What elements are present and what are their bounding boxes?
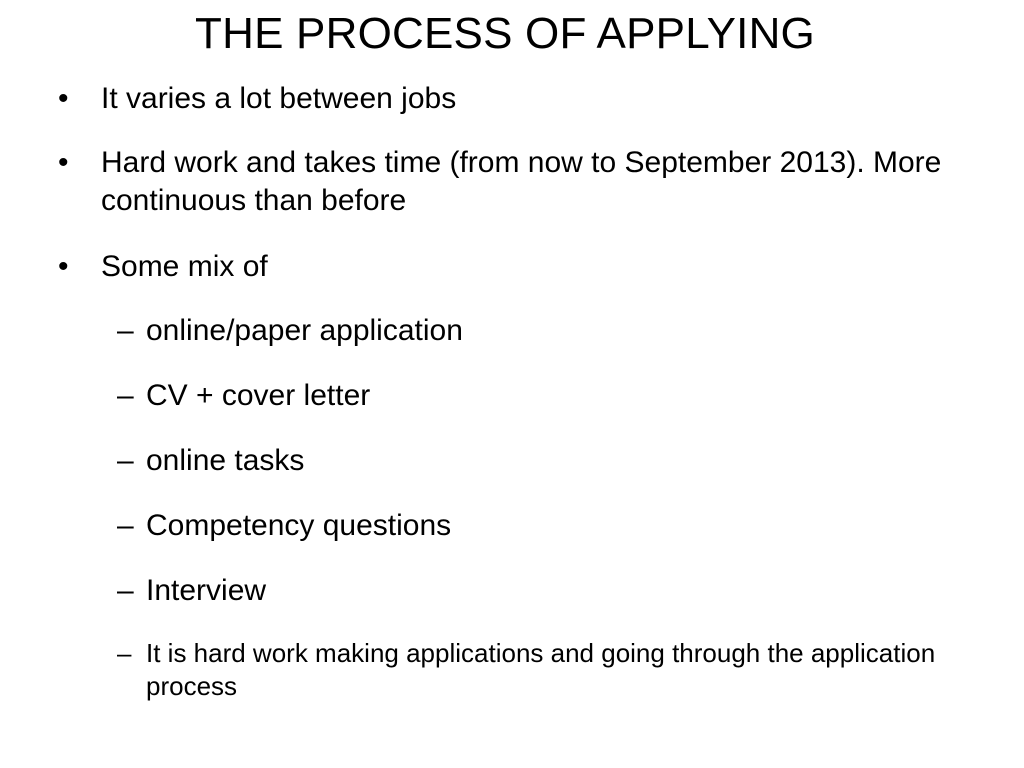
bullet-text: Some mix of bbox=[101, 250, 268, 283]
sub-bullet-item bbox=[117, 442, 997, 480]
sub-bullet-item bbox=[117, 572, 997, 610]
sub-bullet-text: It is hard work making applications and going through the application process bbox=[146, 638, 936, 701]
bullet-marker: • bbox=[58, 250, 69, 283]
sub-bullet-text: CV + cover letter bbox=[146, 379, 371, 412]
bullet-text: Hard work and takes time (from now to September 2013). More continuous than before bbox=[101, 146, 942, 217]
bullet-marker: • bbox=[58, 146, 69, 179]
dash-marker: – bbox=[117, 638, 132, 668]
dash-marker: – bbox=[117, 574, 134, 607]
dash-marker: – bbox=[117, 314, 134, 347]
sub-bullet-text: online tasks bbox=[146, 444, 305, 477]
dash-marker: – bbox=[117, 509, 134, 542]
sub-bullet-item bbox=[117, 377, 997, 415]
sub-bullet-text: online/paper application bbox=[146, 314, 463, 347]
sub-bullet-text: Interview bbox=[146, 574, 267, 607]
slide-title: THE PROCESS OF APPLYING bbox=[195, 9, 815, 58]
dash-marker: – bbox=[117, 444, 134, 477]
bullet-text: It varies a lot between jobs bbox=[101, 82, 457, 115]
sub-bullet-item bbox=[117, 507, 997, 545]
sub-bullet-text: Competency questions bbox=[146, 509, 452, 542]
bullet-marker: • bbox=[58, 82, 69, 115]
bullet-item bbox=[58, 80, 958, 118]
sub-bullet-item bbox=[117, 637, 997, 703]
sub-bullet-item bbox=[117, 312, 997, 350]
bullet-item bbox=[58, 144, 958, 220]
bullet-item bbox=[58, 248, 958, 286]
dash-marker: – bbox=[117, 379, 134, 412]
